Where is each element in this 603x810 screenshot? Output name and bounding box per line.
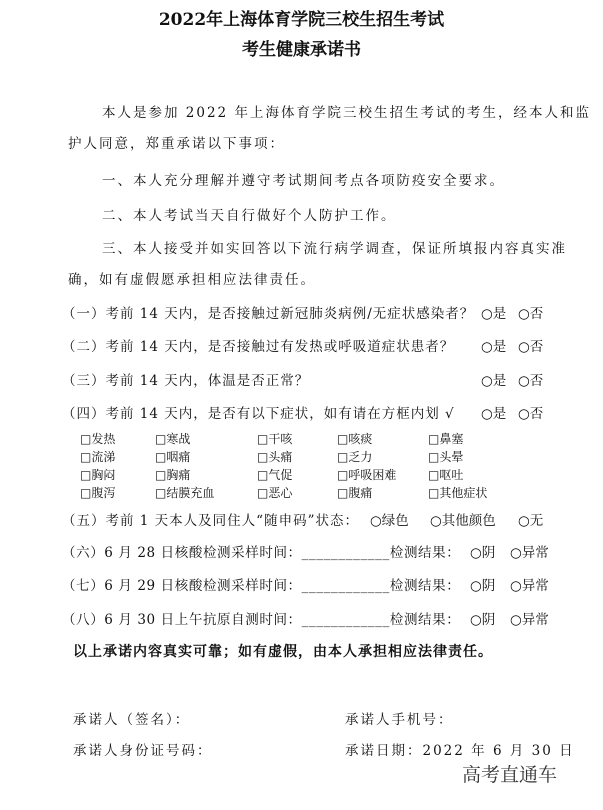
option-yes[interactable]: ○是 xyxy=(481,406,507,422)
intro-line: 护人同意，郑重承诺以下事项： xyxy=(68,136,285,152)
option-no[interactable]: ○否 xyxy=(518,339,544,355)
document-subtitle: 考生健康承诺书 xyxy=(242,40,361,60)
option-no[interactable]: ○否 xyxy=(518,306,544,322)
symptom-checkbox[interactable]: □气促 xyxy=(257,468,293,482)
watermark: 高考直通车 xyxy=(462,764,558,786)
symptom-checkbox[interactable]: □呼吸困难 xyxy=(337,468,397,482)
test-label: （六）6 月 28 日核酸检测采样时间：____________检测结果： xyxy=(62,545,461,561)
symptom-checkbox[interactable]: □寒战 xyxy=(155,432,191,446)
question-text: （一）考前 14 天内，是否接触过新冠肺炎病例/无症状感染者？ xyxy=(62,306,475,322)
signature-field[interactable]: 承诺人（签名）： xyxy=(73,712,191,728)
option-negative[interactable]: ○阴 xyxy=(470,545,496,561)
symptom-checkbox[interactable]: □呕吐 xyxy=(428,468,464,482)
symptom-checkbox[interactable]: □发热 xyxy=(80,432,116,446)
symptom-checkbox[interactable]: □鼻塞 xyxy=(428,432,464,446)
question-text: （二）考前 14 天内，是否接触过有发热或呼吸道症状患者？ xyxy=(62,339,455,355)
intro-line: 本人是参加 2022 年上海体育学院三校生招生考试的考生，经本人和监 xyxy=(102,105,591,121)
question-text: （四）考前 14 天内，是否有以下症状，如有请在方框内划 √ xyxy=(62,406,455,422)
symptom-checkbox[interactable]: □咽痛 xyxy=(155,450,191,464)
commitment-item: 一、本人充分理解并遵守考试期间考点各项防疫安全要求。 xyxy=(102,173,505,189)
symptom-checkbox[interactable]: □结膜充血 xyxy=(155,486,215,500)
symptom-checkbox[interactable]: □胸痛 xyxy=(155,468,191,482)
option-negative[interactable]: ○阴 xyxy=(470,612,496,628)
q5-option-other[interactable]: ○其他颜色 xyxy=(430,513,496,529)
question-text: （三）考前 14 天内，体温是否正常？ xyxy=(62,373,310,389)
symptom-checkbox[interactable]: □咳痰 xyxy=(337,432,373,446)
option-abnormal[interactable]: ○异常 xyxy=(510,578,549,594)
option-abnormal[interactable]: ○异常 xyxy=(510,612,549,628)
option-abnormal[interactable]: ○异常 xyxy=(510,545,549,561)
q5-option-green[interactable]: ○绿色 xyxy=(370,513,409,529)
option-no[interactable]: ○否 xyxy=(518,373,544,389)
symptom-checkbox[interactable]: □其他症状 xyxy=(428,486,488,500)
document-title: 2022年上海体育学院三校生招生考试 xyxy=(158,10,445,30)
symptom-checkbox[interactable]: □乏力 xyxy=(337,450,373,464)
q5-option-none[interactable]: ○无 xyxy=(518,513,544,529)
option-negative[interactable]: ○阴 xyxy=(470,578,496,594)
phone-field[interactable]: 承诺人手机号： xyxy=(345,712,454,728)
test-label: （八）6 月 30 日上午抗原自测时间：____________检测结果： xyxy=(62,612,461,628)
option-yes[interactable]: ○是 xyxy=(481,339,507,355)
symptom-checkbox[interactable]: □恶心 xyxy=(257,486,293,500)
symptom-checkbox[interactable]: □干咳 xyxy=(257,432,293,446)
option-no[interactable]: ○否 xyxy=(518,406,544,422)
commitment-item: 确，如有虚假愿承担相应法律责任。 xyxy=(68,272,316,288)
q5-label: （五）考前 1 天本人及同住人“随申码”状态： xyxy=(62,513,359,529)
id-number-field[interactable]: 承诺人身份证号码： xyxy=(73,743,213,759)
option-yes[interactable]: ○是 xyxy=(481,306,507,322)
symptom-checkbox[interactable]: □腹泻 xyxy=(80,486,116,500)
commitment-item: 三、本人接受并如实回答以下流行病学调查，保证所填报内容真实准 xyxy=(102,241,567,257)
test-label: （七）6 月 29 日核酸检测采样时间：____________检测结果： xyxy=(62,578,461,594)
symptom-checkbox[interactable]: □头晕 xyxy=(428,450,464,464)
symptom-checkbox[interactable]: □胸闷 xyxy=(80,468,116,482)
symptom-checkbox[interactable]: □腹痛 xyxy=(337,486,373,500)
commitment-date: 承诺日期：2022 年 6 月 30 日 xyxy=(345,743,575,759)
declaration: 以上承诺内容真实可靠；如有虚假，由本人承担相应法律责任。 xyxy=(73,644,493,660)
option-yes[interactable]: ○是 xyxy=(481,373,507,389)
commitment-item: 二、本人考试当天自行做好个人防护工作。 xyxy=(102,208,397,224)
symptom-checkbox[interactable]: □流涕 xyxy=(80,450,116,464)
symptom-checkbox[interactable]: □头痛 xyxy=(257,450,293,464)
